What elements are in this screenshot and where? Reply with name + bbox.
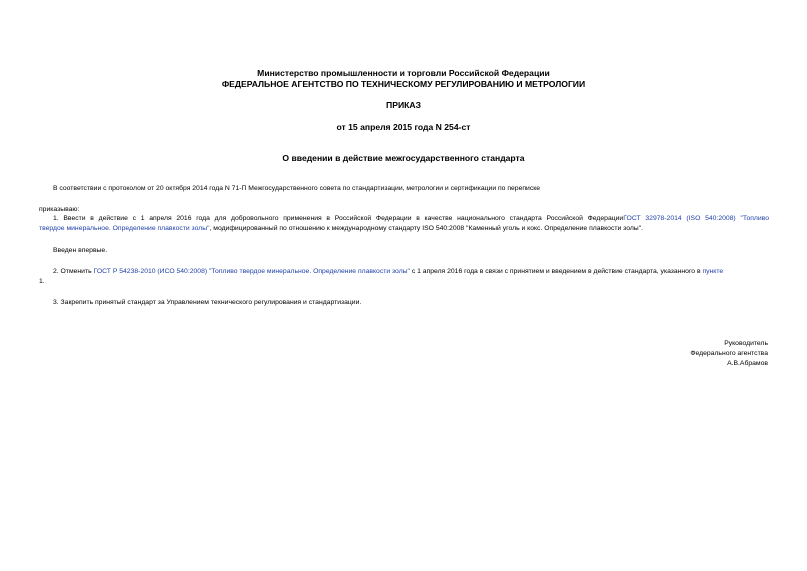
- ministry-title: Министерство промышленности и торговли Российской Федерации: [257, 68, 550, 78]
- item-2-middle: с 1 апреля 2016 года в связи с принятием и введением в действие стандарта, указанного в: [409, 268, 703, 275]
- item-2-text: 2. Отменить: [53, 268, 94, 275]
- signature-org: Федерального агентства: [690, 350, 768, 357]
- signature-title: Руководитель: [724, 340, 768, 347]
- signature-name: А.В.Абрамов: [727, 360, 768, 367]
- order-word: приказываю:: [39, 206, 80, 213]
- document-subject: О введении в действие межгосударственного стандарта: [282, 153, 525, 163]
- item-2-line-1: [53, 267, 723, 276]
- item-3-paragraph: 3. Закрепить принятый стандарт за Управлением технического регулирования и стандартизации.: [53, 299, 362, 306]
- item-1-line-2: [39, 224, 643, 233]
- item-1-tail: , модифицированный по отношению к международному стандарту ISO 540:2008 "Каменный уголь и кокс. Определение плавкости золы".: [209, 225, 643, 232]
- gost-32978-link-cont[interactable]: твердое минеральное. Определение плавкости золы": [39, 225, 210, 232]
- first-introduced-note: Введен впервые.: [53, 247, 108, 254]
- document-date-number: от 15 апреля 2015 года N 254-ст: [336, 122, 471, 132]
- gost-32978-link[interactable]: ГОСТ 32978-2014 (ISO 540:2008) "Топливо: [623, 215, 769, 222]
- gost-r-54238-link[interactable]: ГОСТ Р 54238-2010 (ИСО 540:2008) "Топливо твердое минеральное. Определение плавкости золы": [93, 268, 410, 275]
- item-reference-link[interactable]: пункте: [702, 268, 724, 275]
- agency-title: ФЕДЕРАЛЬНОЕ АГЕНТСТВО ПО ТЕХНИЧЕСКОМУ РЕГУЛИРОВАНИЮ И МЕТРОЛОГИИ: [221, 79, 586, 89]
- item-2-end: 1.: [39, 278, 45, 285]
- item-1-line-1: [53, 214, 769, 223]
- intro-paragraph: В соответствии с протоколом от 20 октября 2014 года N 71-П Межгосударственного совета по стандартизации, метрологии и сертификации по переписке: [53, 185, 541, 192]
- document-type: ПРИКАЗ: [386, 100, 421, 110]
- item-1-text: 1. Ввести в действие с 1 апреля 2016 года для добровольного применения в Российской Федерации в качестве национального стандарта Российской Федерации: [53, 215, 624, 222]
